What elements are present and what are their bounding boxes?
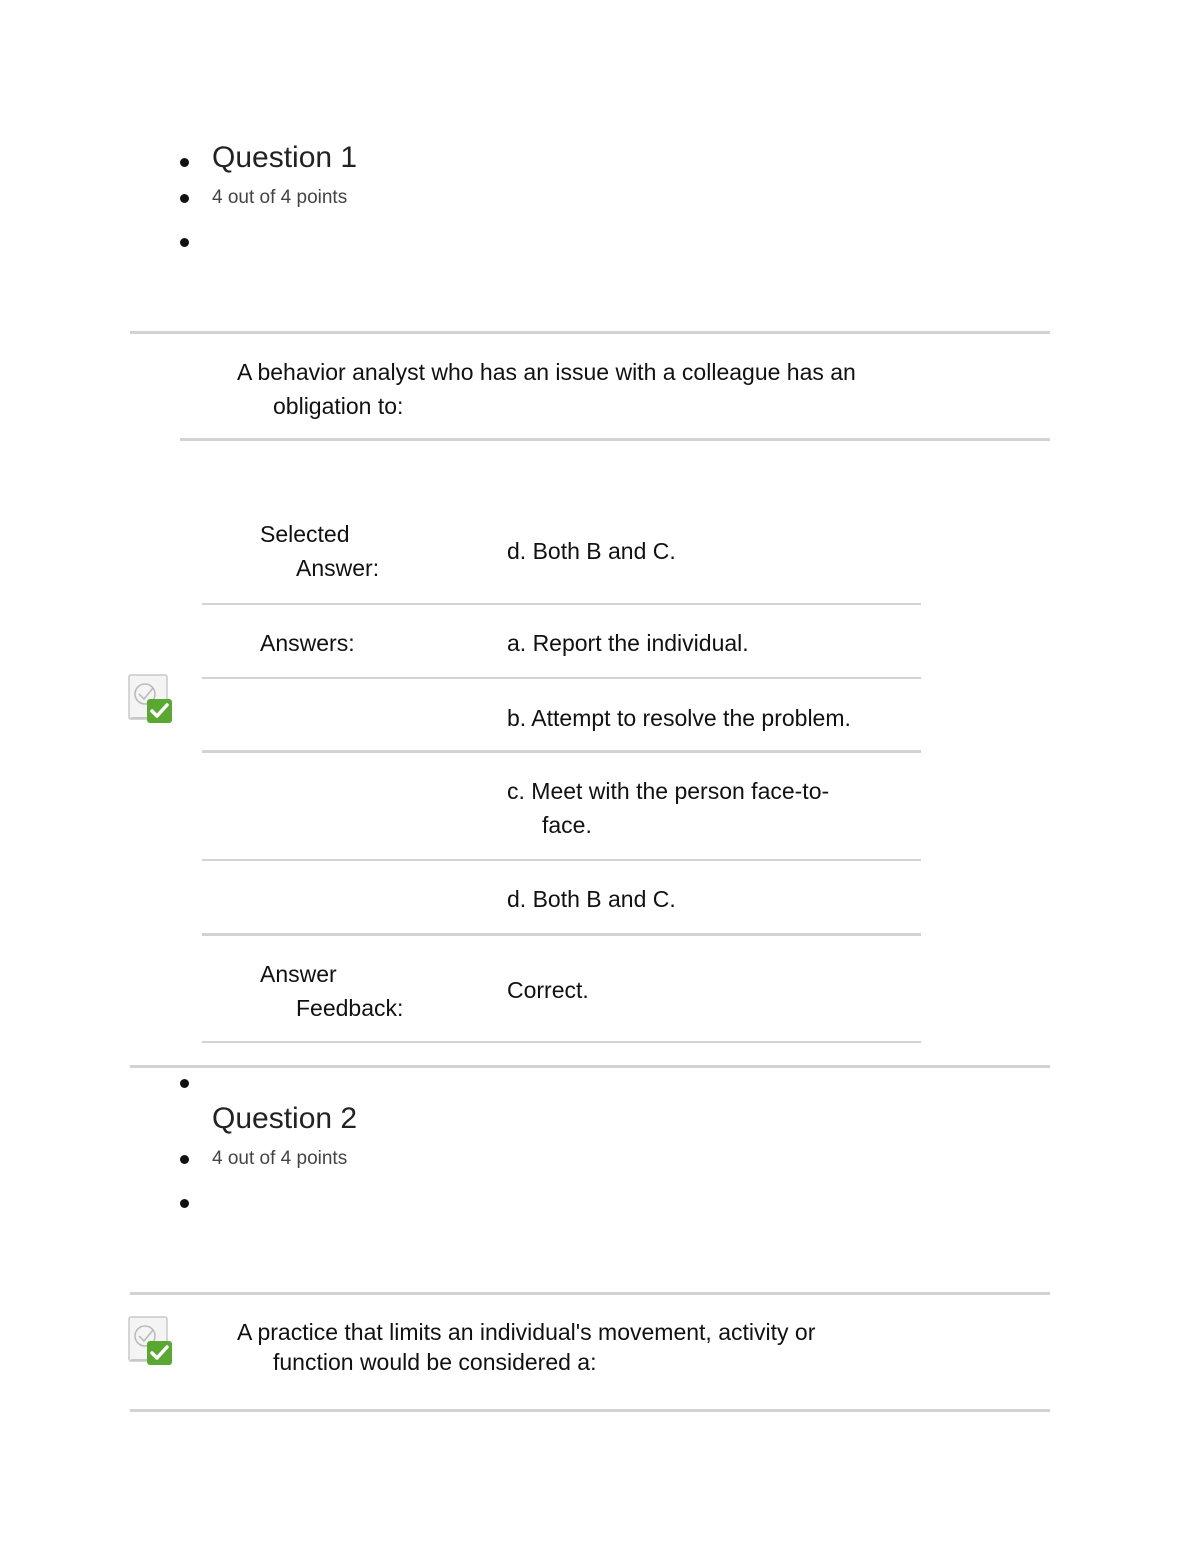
- answer-option-c: [507, 774, 829, 842]
- question-2-text-line2: function would be considered a:: [273, 1349, 597, 1375]
- list-bullet: [180, 1199, 189, 1208]
- row-divider: [202, 1041, 921, 1043]
- answer-option-b: b. Attempt to resolve the problem.: [507, 705, 851, 731]
- question-2-points: 4 out of 4 points: [212, 1148, 348, 1169]
- divider: [130, 1409, 1050, 1412]
- answer-option-c-line2: face.: [542, 812, 592, 838]
- divider: [130, 1065, 1050, 1068]
- answers-label: Answers:: [260, 630, 355, 656]
- row-divider: [202, 677, 921, 679]
- answer-option-a: a. Report the individual.: [507, 630, 749, 656]
- answer-feedback-label-line2: Feedback:: [296, 995, 404, 1021]
- answer-option-d: d. Both B and C.: [507, 886, 676, 912]
- list-bullet: [180, 238, 189, 247]
- list-bullet: [180, 158, 189, 167]
- list-bullet: [180, 1079, 189, 1088]
- question-1-points: 4 out of 4 points: [212, 187, 348, 208]
- selected-answer-label-line2: Answer:: [296, 555, 380, 581]
- divider: [130, 1292, 1050, 1295]
- question-1-text-line2: obligation to:: [273, 393, 404, 419]
- question-2-text: [237, 1317, 957, 1377]
- row-divider: [202, 859, 921, 861]
- divider: [130, 331, 1050, 334]
- answer-feedback-label-line1: Answer: [260, 961, 337, 987]
- divider: [180, 438, 1050, 441]
- question-2-text-line1: A practice that limits an individual's movement, activity or: [237, 1319, 816, 1345]
- row-divider: [202, 933, 921, 936]
- list-bullet: [180, 194, 189, 203]
- answer-option-c-line1: c. Meet with the person face-to-: [507, 778, 830, 804]
- answer-feedback-label: [260, 957, 403, 1025]
- question-1-title: Question 1: [212, 141, 358, 174]
- question-1-text: [237, 355, 957, 423]
- selected-answer-label-line1: Selected: [260, 521, 350, 547]
- answer-feedback-value: Correct.: [507, 977, 589, 1003]
- selected-answer-value: d. Both B and C.: [507, 538, 676, 564]
- question-1-text-line1: A behavior analyst who has an issue with a colleague has an: [237, 359, 856, 385]
- correct-check-icon: [128, 1316, 174, 1368]
- selected-answer-label: [260, 517, 379, 585]
- list-bullet: [180, 1155, 189, 1164]
- question-2-title: Question 2: [212, 1102, 358, 1135]
- correct-check-icon: [128, 674, 174, 726]
- row-divider: [202, 603, 921, 605]
- row-divider: [202, 750, 921, 753]
